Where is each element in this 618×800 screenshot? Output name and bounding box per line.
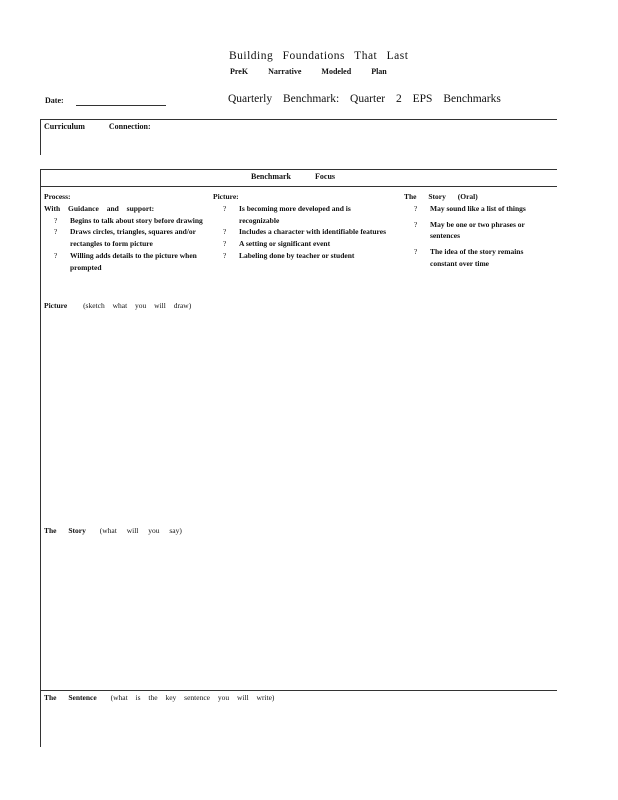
- bullet-icon: ?: [54, 215, 58, 225]
- subtitle-plan: Plan: [371, 67, 387, 76]
- bullet-icon: ?: [223, 250, 227, 260]
- sentence-divider: [40, 690, 557, 691]
- picture-item: ? Is becoming more developed and is recognizable: [223, 203, 351, 225]
- story-section-label: [44, 525, 182, 537]
- picture-hint: (sketch what you will draw): [83, 301, 192, 310]
- story-label: The Story: [44, 526, 86, 535]
- picture-label: Picture: [44, 301, 68, 310]
- sentence-writing-area[interactable]: [42, 706, 556, 746]
- picture-drawing-area[interactable]: [42, 314, 556, 522]
- curriculum-left-border: [40, 119, 41, 155]
- focus-top-border: [40, 169, 557, 170]
- curriculum-top-border: [40, 119, 557, 120]
- sentence-hint: (what is the key sentence you will write): [110, 693, 275, 702]
- sentence-section-label: [44, 692, 274, 704]
- subtitle-narrative: Narrative: [268, 67, 302, 76]
- benchmark-line: Quarterly Benchmark: Quarter 2 EPS Benchmarks: [228, 93, 501, 105]
- subtitle-modeled: Modeled: [321, 67, 352, 76]
- story-oral-item: ? May sound like a list of things: [414, 203, 526, 213]
- bullet-icon: ?: [223, 239, 227, 249]
- story-oral-heading: The Story (Oral): [404, 192, 478, 201]
- bullet-icon: ?: [414, 219, 418, 229]
- focus-left-border: [40, 169, 41, 747]
- bullet-icon: ?: [414, 203, 418, 213]
- curriculum-label: Curriculum Connection:: [44, 122, 151, 131]
- process-column: [44, 191, 212, 274]
- bullet-icon: ?: [414, 247, 418, 257]
- subtitle-prek: PreK: [230, 67, 249, 76]
- document-title: Building Foundations That Last: [229, 50, 409, 62]
- story-hint: (what will you say): [99, 526, 182, 535]
- picture-heading: Picture:: [213, 192, 239, 201]
- date-label: Date:: [45, 96, 64, 105]
- picture-column: [213, 191, 389, 262]
- focus-divider: [40, 186, 557, 187]
- process-heading: Process:: [44, 192, 71, 201]
- story-writing-area[interactable]: [42, 540, 556, 688]
- date-field[interactable]: [76, 105, 166, 106]
- process-item: ? Draws circles, triangles, squares and/or rectangles to form picture: [54, 227, 196, 249]
- picture-item: ? Labeling done by teacher or student: [223, 250, 355, 260]
- story-oral-item: ? The idea of the story remains constant over time: [414, 247, 524, 268]
- story-oral-item: ? May be one or two phrases or sentences: [414, 219, 525, 241]
- process-intro: With Guidance and support:: [44, 203, 155, 213]
- document-subtitle: [230, 67, 387, 76]
- bullet-icon: ?: [54, 250, 58, 260]
- process-item: ? Willing adds details to the picture when prompted: [54, 250, 197, 272]
- picture-section-label: [44, 300, 191, 312]
- bullet-icon: ?: [223, 227, 227, 237]
- picture-item: ? A setting or significant event: [223, 239, 331, 249]
- process-item: ? Begins to talk about story before drawing: [54, 215, 203, 225]
- picture-item: ? Includes a character with identifiable features: [223, 227, 387, 237]
- story-oral-column: [404, 191, 540, 270]
- bullet-icon: ?: [223, 203, 227, 213]
- benchmark-focus-heading: Benchmark Focus: [251, 172, 335, 181]
- bullet-icon: ?: [54, 227, 58, 237]
- sentence-label: The Sentence: [44, 693, 97, 702]
